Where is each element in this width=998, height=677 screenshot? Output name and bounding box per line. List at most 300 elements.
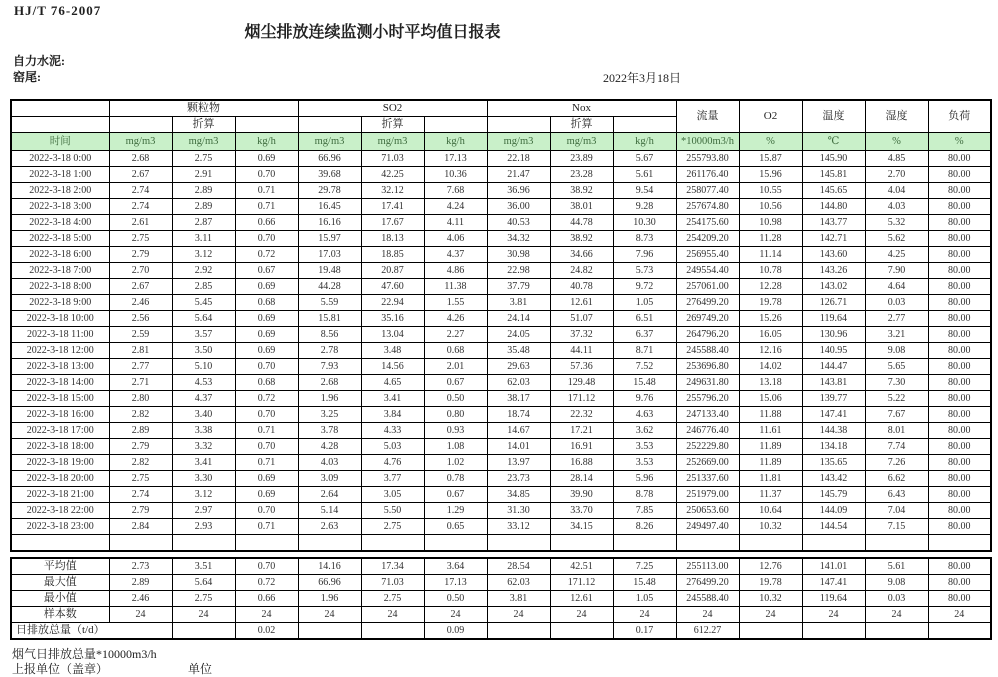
value-cell: 143.26	[802, 263, 865, 279]
value-cell: 3.78	[298, 423, 361, 439]
summary-value-cell: 245588.40	[676, 591, 739, 607]
value-cell: 0.70	[235, 231, 298, 247]
summary-value-cell: 28.54	[487, 558, 550, 575]
value-cell: 80.00	[928, 279, 991, 295]
value-cell: 3.30	[172, 471, 235, 487]
site-label: 窑尾:	[13, 70, 41, 84]
value-cell: 145.79	[802, 487, 865, 503]
value-cell: 38.17	[487, 391, 550, 407]
blank-cell	[235, 535, 298, 552]
value-cell: 80.00	[928, 151, 991, 167]
value-cell: 80.00	[928, 295, 991, 311]
value-cell: 3.38	[172, 423, 235, 439]
value-cell: 23.73	[487, 471, 550, 487]
value-cell: 7.67	[865, 407, 928, 423]
value-cell: 143.42	[802, 471, 865, 487]
summary-value-cell: 3.81	[487, 591, 550, 607]
group-header: 湿度	[865, 100, 928, 133]
converted-label: 折算	[172, 117, 235, 133]
value-cell: 2.89	[172, 183, 235, 199]
value-cell: 8.56	[298, 327, 361, 343]
value-cell: 254175.60	[676, 215, 739, 231]
value-cell: 66.96	[298, 151, 361, 167]
value-cell: 80.00	[928, 247, 991, 263]
unit-header: kg/h	[235, 133, 298, 151]
summary-value-cell: 2.46	[109, 591, 172, 607]
value-cell: 5.64	[172, 311, 235, 327]
summary-value-cell: 141.01	[802, 558, 865, 575]
value-cell: 0.71	[235, 199, 298, 215]
value-cell: 11.89	[739, 455, 802, 471]
value-cell: 9.54	[613, 183, 676, 199]
value-cell: 33.70	[550, 503, 613, 519]
value-cell: 4.37	[424, 247, 487, 263]
data-row	[11, 391, 991, 407]
value-cell: 4.76	[361, 455, 424, 471]
value-cell: 3.32	[172, 439, 235, 455]
summary-row	[11, 607, 991, 623]
value-cell: 15.48	[613, 375, 676, 391]
time-cell: 2022-3-18 12:00	[11, 343, 109, 359]
value-cell: 47.60	[361, 279, 424, 295]
value-cell: 3.11	[172, 231, 235, 247]
blank-cell	[802, 535, 865, 552]
value-cell: 8.01	[865, 423, 928, 439]
time-cell: 2022-3-18 23:00	[11, 519, 109, 535]
value-cell: 2.89	[172, 199, 235, 215]
value-cell: 0.65	[424, 519, 487, 535]
value-cell: 3.50	[172, 343, 235, 359]
summary-value-cell: 19.78	[739, 575, 802, 591]
value-cell: 2.63	[298, 519, 361, 535]
value-cell: 3.57	[172, 327, 235, 343]
summary-value-cell: 276499.20	[676, 575, 739, 591]
value-cell: 3.12	[172, 247, 235, 263]
value-cell: 2.93	[172, 519, 235, 535]
data-row	[11, 519, 991, 535]
daily-total-value-cell	[298, 623, 361, 640]
time-column-spacer	[11, 117, 109, 133]
value-cell: 40.78	[550, 279, 613, 295]
value-cell: 119.64	[802, 311, 865, 327]
value-cell: 249554.40	[676, 263, 739, 279]
blank-cell	[487, 535, 550, 552]
value-cell: 80.00	[928, 407, 991, 423]
data-row	[11, 359, 991, 375]
value-cell: 4.33	[361, 423, 424, 439]
time-cell: 2022-3-18 19:00	[11, 455, 109, 471]
value-cell: 44.11	[550, 343, 613, 359]
value-cell: 30.98	[487, 247, 550, 263]
time-cell: 2022-3-18 13:00	[11, 359, 109, 375]
daily-total-value-cell	[172, 623, 235, 640]
summary-value-cell: 0.03	[865, 591, 928, 607]
value-cell: 3.41	[361, 391, 424, 407]
value-cell: 18.13	[361, 231, 424, 247]
group-header: O2	[739, 100, 802, 133]
group-header: 负荷	[928, 100, 991, 133]
value-cell: 135.65	[802, 455, 865, 471]
column-group-header-row	[11, 100, 991, 117]
subheader-spacer	[613, 117, 676, 133]
summary-value-cell: 3.64	[424, 558, 487, 575]
value-cell: 250653.60	[676, 503, 739, 519]
unit-header: %	[739, 133, 802, 151]
unit-header: mg/m3	[172, 133, 235, 151]
value-cell: 37.79	[487, 279, 550, 295]
value-cell: 17.41	[361, 199, 424, 215]
value-cell: 2.91	[172, 167, 235, 183]
converted-label: 折算	[550, 117, 613, 133]
value-cell: 251979.00	[676, 487, 739, 503]
value-cell: 2.75	[361, 519, 424, 535]
data-row	[11, 183, 991, 199]
value-cell: 140.95	[802, 343, 865, 359]
value-cell: 7.30	[865, 375, 928, 391]
blank-cell	[676, 535, 739, 552]
value-cell: 34.32	[487, 231, 550, 247]
value-cell: 7.04	[865, 503, 928, 519]
value-cell: 22.98	[487, 263, 550, 279]
blank-cell	[928, 535, 991, 552]
value-cell: 0.69	[235, 343, 298, 359]
value-cell: 249497.40	[676, 519, 739, 535]
value-cell: 4.28	[298, 439, 361, 455]
time-cell: 2022-3-18 6:00	[11, 247, 109, 263]
value-cell: 0.03	[865, 295, 928, 311]
value-cell: 2.77	[865, 311, 928, 327]
unit-header: %	[928, 133, 991, 151]
value-cell: 4.63	[613, 407, 676, 423]
summary-value-cell: 24	[739, 607, 802, 623]
daily-total-value-cell: 0.02	[235, 623, 298, 640]
value-cell: 143.60	[802, 247, 865, 263]
data-row	[11, 487, 991, 503]
blank-cell	[361, 535, 424, 552]
value-cell: 1.29	[424, 503, 487, 519]
group-header: 颗粒物	[109, 100, 298, 117]
value-cell: 80.00	[928, 231, 991, 247]
summary-value-cell: 24	[928, 607, 991, 623]
value-cell: 51.07	[550, 311, 613, 327]
value-cell: 5.62	[865, 231, 928, 247]
time-cell: 2022-3-18 16:00	[11, 407, 109, 423]
daily-total-value-cell	[865, 623, 928, 640]
value-cell: 10.30	[613, 215, 676, 231]
value-cell: 38.92	[550, 183, 613, 199]
value-cell: 2.75	[109, 231, 172, 247]
value-cell: 80.00	[928, 423, 991, 439]
value-cell: 10.56	[739, 199, 802, 215]
summary-value-cell: 62.03	[487, 575, 550, 591]
value-cell: 15.87	[739, 151, 802, 167]
value-cell: 2.64	[298, 487, 361, 503]
value-cell: 3.62	[613, 423, 676, 439]
value-cell: 28.14	[550, 471, 613, 487]
summary-value-cell: 17.13	[424, 575, 487, 591]
value-cell: 0.69	[235, 279, 298, 295]
value-cell: 15.96	[739, 167, 802, 183]
time-header: 时间	[11, 133, 109, 151]
summary-value-cell: 14.16	[298, 558, 361, 575]
value-cell: 80.00	[928, 263, 991, 279]
value-cell: 1.05	[613, 295, 676, 311]
blank-cell	[865, 535, 928, 552]
value-cell: 0.93	[424, 423, 487, 439]
unit-header: mg/m3	[109, 133, 172, 151]
summary-value-cell: 15.48	[613, 575, 676, 591]
unit-header: mg/m3	[298, 133, 361, 151]
value-cell: 34.15	[550, 519, 613, 535]
unit-header: *10000m3/h	[676, 133, 739, 151]
value-cell: 5.61	[613, 167, 676, 183]
value-cell: 4.37	[172, 391, 235, 407]
value-cell: 44.78	[550, 215, 613, 231]
value-cell: 7.52	[613, 359, 676, 375]
summary-table	[10, 557, 992, 640]
value-cell: 42.25	[361, 167, 424, 183]
value-cell: 5.45	[172, 295, 235, 311]
time-cell: 2022-3-18 21:00	[11, 487, 109, 503]
daily-total-row	[11, 623, 991, 640]
value-cell: 1.02	[424, 455, 487, 471]
value-cell: 24.05	[487, 327, 550, 343]
value-cell: 126.71	[802, 295, 865, 311]
summary-value-cell: 71.03	[361, 575, 424, 591]
summary-label: 平均值	[11, 558, 109, 575]
value-cell: 34.85	[487, 487, 550, 503]
value-cell: 18.85	[361, 247, 424, 263]
summary-value-cell: 2.89	[109, 575, 172, 591]
value-cell: 3.41	[172, 455, 235, 471]
value-cell: 57.36	[550, 359, 613, 375]
summary-value-cell: 3.51	[172, 558, 235, 575]
data-row	[11, 423, 991, 439]
value-cell: 4.04	[865, 183, 928, 199]
value-cell: 80.00	[928, 311, 991, 327]
summary-label: 最小值	[11, 591, 109, 607]
value-cell: 0.70	[235, 407, 298, 423]
value-cell: 129.48	[550, 375, 613, 391]
value-cell: 0.72	[235, 391, 298, 407]
company-label: 自力水泥:	[13, 54, 65, 68]
value-cell: 130.96	[802, 327, 865, 343]
value-cell: 80.00	[928, 359, 991, 375]
value-cell: 3.05	[361, 487, 424, 503]
value-cell: 14.01	[487, 439, 550, 455]
value-cell: 16.45	[298, 199, 361, 215]
group-header: Nox	[487, 100, 676, 117]
value-cell: 5.22	[865, 391, 928, 407]
value-cell: 39.90	[550, 487, 613, 503]
value-cell: 4.03	[865, 199, 928, 215]
summary-value-cell: 24	[550, 607, 613, 623]
value-cell: 13.18	[739, 375, 802, 391]
value-cell: 80.00	[928, 375, 991, 391]
value-cell: 0.72	[235, 247, 298, 263]
value-cell: 80.00	[928, 455, 991, 471]
summary-value-cell: 24	[361, 607, 424, 623]
report-tables	[10, 99, 992, 640]
time-cell: 2022-3-18 7:00	[11, 263, 109, 279]
value-cell: 6.62	[865, 471, 928, 487]
value-cell: 12.28	[739, 279, 802, 295]
daily-total-value-cell: 0.09	[424, 623, 487, 640]
value-cell: 2.82	[109, 407, 172, 423]
data-row	[11, 247, 991, 263]
subheader-spacer	[109, 117, 172, 133]
value-cell: 252669.00	[676, 455, 739, 471]
summary-value-cell: 1.05	[613, 591, 676, 607]
value-cell: 16.88	[550, 455, 613, 471]
value-cell: 4.86	[424, 263, 487, 279]
value-cell: 0.80	[424, 407, 487, 423]
value-cell: 4.26	[424, 311, 487, 327]
value-cell: 0.50	[424, 391, 487, 407]
data-row	[11, 343, 991, 359]
summary-value-cell: 80.00	[928, 591, 991, 607]
page-title: 烟尘排放连续监测小时平均值日报表	[244, 24, 501, 41]
value-cell: 5.14	[298, 503, 361, 519]
value-cell: 3.77	[361, 471, 424, 487]
value-cell: 2.78	[298, 343, 361, 359]
summary-label: 样本数	[11, 607, 109, 623]
value-cell: 5.10	[172, 359, 235, 375]
value-cell: 24.14	[487, 311, 550, 327]
value-cell: 2.71	[109, 375, 172, 391]
value-cell: 38.01	[550, 199, 613, 215]
data-row	[11, 167, 991, 183]
value-cell: 247133.40	[676, 407, 739, 423]
value-cell: 2.70	[865, 167, 928, 183]
value-cell: 13.04	[361, 327, 424, 343]
summary-value-cell: 17.34	[361, 558, 424, 575]
value-cell: 23.28	[550, 167, 613, 183]
value-cell: 15.26	[739, 311, 802, 327]
value-cell: 7.93	[298, 359, 361, 375]
value-cell: 16.05	[739, 327, 802, 343]
summary-value-cell: 0.72	[235, 575, 298, 591]
value-cell: 251337.60	[676, 471, 739, 487]
value-cell: 32.12	[361, 183, 424, 199]
value-cell: 7.74	[865, 439, 928, 455]
value-cell: 145.81	[802, 167, 865, 183]
value-cell: 253696.80	[676, 359, 739, 375]
unit-header: kg/h	[424, 133, 487, 151]
data-row	[11, 151, 991, 167]
daily-total-value-cell: 612.27	[676, 623, 739, 640]
value-cell: 6.37	[613, 327, 676, 343]
summary-value-cell: 80.00	[928, 575, 991, 591]
summary-value-cell: 5.61	[865, 558, 928, 575]
value-cell: 5.65	[865, 359, 928, 375]
value-cell: 31.30	[487, 503, 550, 519]
time-cell: 2022-3-18 0:00	[11, 151, 109, 167]
time-cell: 2022-3-18 22:00	[11, 503, 109, 519]
summary-value-cell: 24	[865, 607, 928, 623]
value-cell: 35.48	[487, 343, 550, 359]
value-cell: 80.00	[928, 215, 991, 231]
data-row	[11, 439, 991, 455]
value-cell: 16.91	[550, 439, 613, 455]
summary-value-cell: 171.12	[550, 575, 613, 591]
value-cell: 3.12	[172, 487, 235, 503]
daily-total-value-cell: 0.17	[613, 623, 676, 640]
data-row	[11, 199, 991, 215]
hourly-data-table	[10, 99, 992, 552]
value-cell: 33.12	[487, 519, 550, 535]
summary-value-cell: 24	[298, 607, 361, 623]
value-cell: 3.53	[613, 439, 676, 455]
value-cell: 0.69	[235, 311, 298, 327]
value-cell: 11.81	[739, 471, 802, 487]
data-row	[11, 375, 991, 391]
data-row	[11, 295, 991, 311]
value-cell: 0.67	[235, 263, 298, 279]
value-cell: 7.90	[865, 263, 928, 279]
value-cell: 6.43	[865, 487, 928, 503]
value-cell: 17.21	[550, 423, 613, 439]
value-cell: 80.00	[928, 471, 991, 487]
value-cell: 0.71	[235, 423, 298, 439]
summary-value-cell: 24	[424, 607, 487, 623]
value-cell: 12.16	[739, 343, 802, 359]
value-cell: 4.03	[298, 455, 361, 471]
unit-header: mg/m3	[487, 133, 550, 151]
value-cell: 10.64	[739, 503, 802, 519]
value-cell: 2.61	[109, 215, 172, 231]
value-cell: 11.89	[739, 439, 802, 455]
value-cell: 256955.40	[676, 247, 739, 263]
unit-header: mg/m3	[550, 133, 613, 151]
data-row	[11, 455, 991, 471]
reporting-unit-label: 上报单位（盖章）	[12, 662, 109, 676]
value-cell: 0.69	[235, 151, 298, 167]
value-cell: 5.96	[613, 471, 676, 487]
summary-value-cell: 5.64	[172, 575, 235, 591]
time-column-spacer	[11, 100, 109, 117]
blank-cell	[298, 535, 361, 552]
value-cell: 10.32	[739, 519, 802, 535]
value-cell: 2.75	[172, 151, 235, 167]
value-cell: 8.78	[613, 487, 676, 503]
value-cell: 23.89	[550, 151, 613, 167]
value-cell: 2.27	[424, 327, 487, 343]
summary-value-cell: 24	[802, 607, 865, 623]
unit-label: 单位	[188, 662, 213, 676]
summary-label: 最大值	[11, 575, 109, 591]
value-cell: 3.81	[487, 295, 550, 311]
value-cell: 143.81	[802, 375, 865, 391]
value-cell: 15.06	[739, 391, 802, 407]
value-cell: 2.80	[109, 391, 172, 407]
subheader-spacer	[487, 117, 550, 133]
value-cell: 269749.20	[676, 311, 739, 327]
value-cell: 4.64	[865, 279, 928, 295]
value-cell: 2.79	[109, 503, 172, 519]
time-cell: 2022-3-18 14:00	[11, 375, 109, 391]
value-cell: 34.66	[550, 247, 613, 263]
value-cell: 10.55	[739, 183, 802, 199]
value-cell: 11.61	[739, 423, 802, 439]
value-cell: 7.15	[865, 519, 928, 535]
value-cell: 257674.80	[676, 199, 739, 215]
flue-gas-daily-total-label: 烟气日排放总量*10000m3/h	[12, 647, 157, 661]
value-cell: 2.74	[109, 487, 172, 503]
value-cell: 0.70	[235, 167, 298, 183]
time-cell: 2022-3-18 11:00	[11, 327, 109, 343]
value-cell: 2.85	[172, 279, 235, 295]
